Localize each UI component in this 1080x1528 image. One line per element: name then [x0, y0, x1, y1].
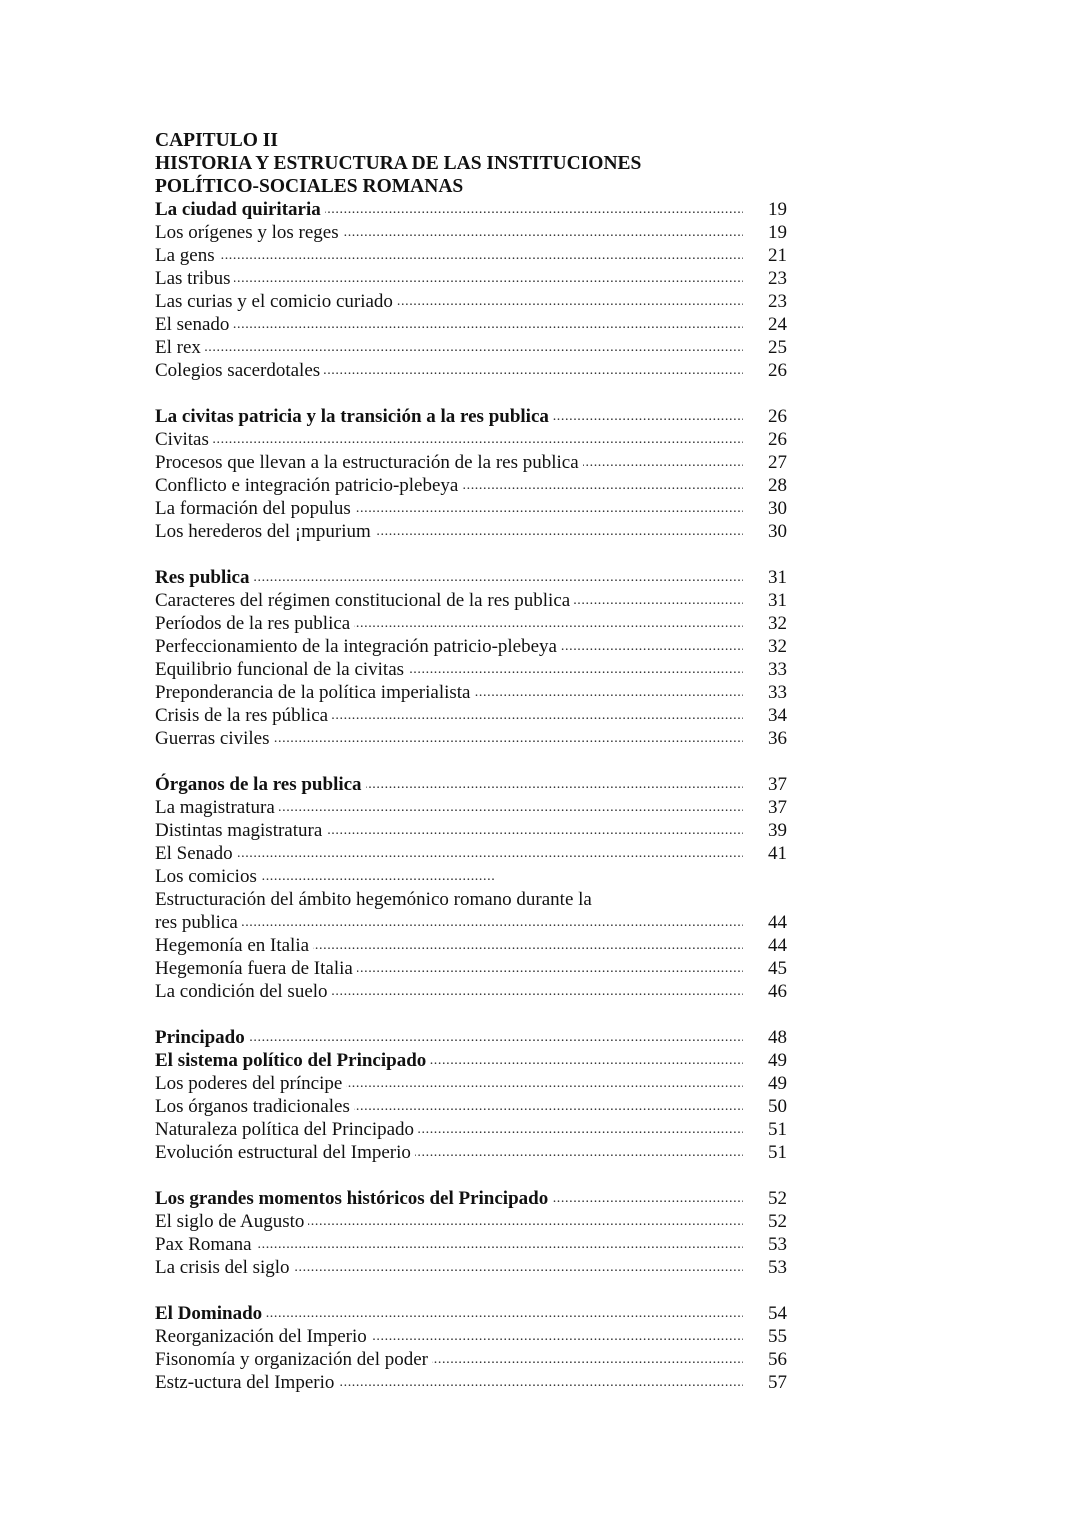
toc-section-heading: ..... El Dominado 54: [155, 1302, 795, 1325]
toc-entry: ..... Equilibrio funcional de la civitas 33: [155, 658, 795, 681]
chapter-title-line2: POLÍTICO-SOCIALES ROMANAS: [155, 176, 464, 197]
spacer: [155, 1003, 795, 1026]
toc-section-heading: ..... Órganos de la res publica 37: [155, 773, 795, 796]
toc-entry: ..... La formación del populus 30: [155, 497, 795, 520]
toc-entry: ..... Los comicios: [155, 865, 795, 888]
spacer: [155, 382, 795, 405]
toc-entry: ..... Hegemonía fuera de Italia 45: [155, 957, 795, 980]
toc-entry: ..... Perfeccionamiento de la integración patricio-plebeya 32: [155, 635, 795, 658]
spacer: [155, 543, 795, 566]
toc-entry: ..... Colegios sacerdotales 26: [155, 359, 795, 382]
toc-entry: ..... Procesos que llevan a la estructuración de la res publica 27: [155, 451, 795, 474]
toc-entry: ..... Preponderancia de la política imperialista 33: [155, 681, 795, 704]
toc-entry: ..... El siglo de Augusto 52: [155, 1210, 795, 1233]
toc-entry: ..... Evolución estructural del Imperio 51: [155, 1141, 795, 1164]
toc-section-heading: ..... La ciudad quiritaria 19: [155, 198, 795, 221]
toc-entry: Estructuración del ámbito hegemónico romano durante la: [155, 888, 795, 911]
toc-entry: ..... Reorganización del Imperio 55: [155, 1325, 795, 1348]
chapter-number: CAPITULO II: [155, 130, 278, 151]
toc-entry: ..... Períodos de la res publica 32: [155, 612, 795, 635]
toc-entry: ..... res publica 44: [155, 911, 795, 934]
toc-entry: ..... Las curias y el comicio curiado 23: [155, 290, 795, 313]
spacer: [155, 1279, 795, 1302]
toc-section-heading: ..... Principado 48: [155, 1026, 795, 1049]
toc-entry: ..... Los poderes del príncipe 49: [155, 1072, 795, 1095]
toc-entry: ..... El rex 25: [155, 336, 795, 359]
toc-entry: ..... Los herederos del ¡mpurium 30: [155, 520, 795, 543]
toc-section-heading: ..... La civitas patricia y la transición a la res publica 26: [155, 405, 795, 428]
toc-entry: ..... Naturaleza política del Principado 51: [155, 1118, 795, 1141]
toc-entry: ..... Estz-uctura del Imperio 57: [155, 1371, 795, 1394]
toc-entry: ..... Conflicto e integración patricio-plebeya 28: [155, 474, 795, 497]
toc-entry: ..... Pax Romana 53: [155, 1233, 795, 1256]
toc-entry: ..... Caracteres del régimen constitucional de la res publica 31: [155, 589, 795, 612]
toc-entry: ..... Civitas 26: [155, 428, 795, 451]
toc-entry: ..... La gens 21: [155, 244, 795, 267]
chapter-title-line1: HISTORIA Y ESTRUCTURA DE LAS INSTITUCIONES: [155, 153, 642, 174]
toc-entry: ..... Distintas magistratura 39: [155, 819, 795, 842]
table-of-contents: [155, 129, 795, 1394]
spacer: [155, 1164, 795, 1187]
toc-entry: ..... Las tribus 23: [155, 267, 795, 290]
toc-entry: ..... Los orígenes y los reges 19: [155, 221, 795, 244]
toc-entry: ..... Fisonomía y organización del poder 56: [155, 1348, 795, 1371]
toc-entry: ..... Guerras civiles 36: [155, 727, 795, 750]
toc-section-heading: ..... Los grandes momentos históricos del Principado 52: [155, 1187, 795, 1210]
toc-entry: ..... Crisis de la res pública 34: [155, 704, 795, 727]
toc-entry: ..... El Senado 41: [155, 842, 795, 865]
toc-subsection-heading: ..... El sistema político del Principado 49: [155, 1049, 795, 1072]
toc-entry: ..... Hegemonía en Italia 44: [155, 934, 795, 957]
toc-entry: ..... La condición del suelo 46: [155, 980, 795, 1003]
toc-entry: ..... La magistratura 37: [155, 796, 795, 819]
toc-section-heading: ..... Res publica 31: [155, 566, 795, 589]
toc-entry: ..... La crisis del siglo 53: [155, 1256, 795, 1279]
spacer: [155, 750, 795, 773]
toc-entry: ..... Los órganos tradicionales 50: [155, 1095, 795, 1118]
toc-entry: ..... El senado 24: [155, 313, 795, 336]
